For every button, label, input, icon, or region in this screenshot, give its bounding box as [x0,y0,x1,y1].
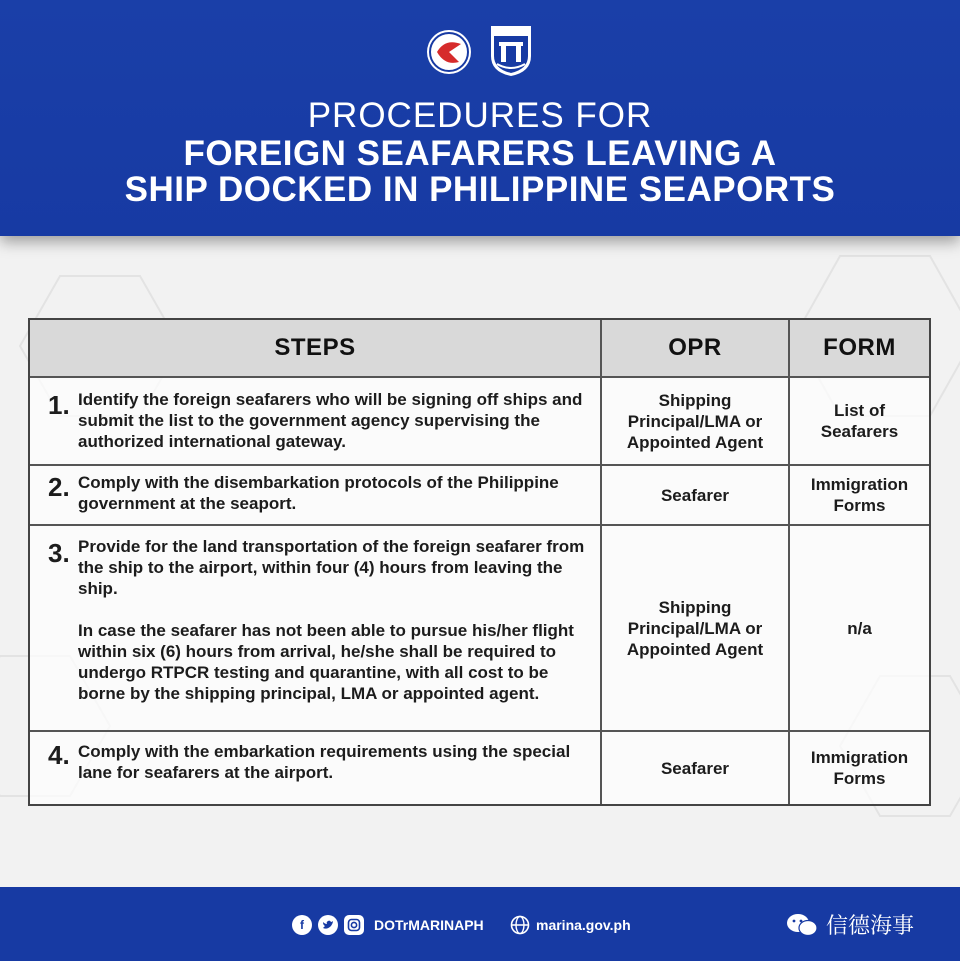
website-text[interactable]: marina.gov.ph [536,917,631,933]
step-cell [30,732,602,804]
procedures-table [28,318,931,806]
header-steps: STEPS [30,320,602,376]
header-opr: OPR [602,320,790,376]
step-text [78,536,598,704]
step-cell [30,466,602,524]
logo-group [0,22,960,82]
twitter-icon[interactable] [318,915,338,935]
table-row [30,526,929,732]
table-row [30,466,929,526]
step-number: 2. [48,472,70,502]
step-text [78,741,598,783]
step-paragraph: Identify the foreign seafarers who will be signing off ships and submit the list to the government agency supervising the authorized international gateway. [78,390,583,451]
social-links [292,915,484,935]
table-header-row [30,320,929,378]
facebook-icon[interactable]: f [292,915,312,935]
opr-cell: Seafarer [602,466,790,524]
website-link[interactable] [510,915,631,935]
marina-logo [487,22,535,78]
opr-cell: Shipping Principal/LMA or Appointed Agent [602,378,790,464]
title-line-3: SHIP DOCKED IN PHILIPPINE SEAPORTS [124,170,836,209]
step-cell [30,526,602,730]
step-paragraph: Comply with the embarkation requirements using the special lane for seafarers at the airport. [78,742,571,782]
step-text [78,472,598,514]
wechat-icon [786,912,818,938]
opr-cell: Seafarer [602,732,790,804]
form-cell: Immigration Forms [810,475,909,515]
step-paragraph: Provide for the land transportation of the foreign seafarer from the ship to the airport, within four (4) hours from leaving the ship. [78,537,585,598]
header-banner [0,0,960,236]
title-line-2: FOREIGN SEAFARERS LEAVING A [183,134,777,173]
footer-bar [0,887,960,961]
header-form: FORM [823,334,896,361]
step-number: 3. [48,538,70,568]
step-cell [30,378,602,464]
watermark-text: 信德海事 [826,914,915,939]
step-paragraph: In case the seafarer has not been able to pursue his/her flight within six (6) hours from arrival, he/she shall be required to undergo RTPCR testing and quarantine, with all cost to be borne by the shipping principal, LMA or appointed agent. [78,621,574,703]
step-paragraph: Comply with the disembarkation protocols of the Philippine government at the seaport. [78,473,559,513]
form-cell: n/a [847,618,872,638]
step-number: 1. [48,390,70,420]
step-text [78,389,598,452]
opr-cell: Shipping Principal/LMA or Appointed Agent [602,526,790,730]
title-line-1: PROCEDURES FOR [307,96,653,135]
globe-icon [510,915,530,935]
instagram-icon[interactable] [344,915,364,935]
table-row [30,378,929,466]
table-row [30,732,929,804]
social-handle[interactable]: DOTrMARINAPH [374,917,484,933]
wechat-watermark [786,909,914,940]
dotr-seal-logo [425,22,473,78]
form-cell: List of Seafarers [820,401,899,441]
form-cell: Immigration Forms [810,748,909,788]
step-number: 4. [48,740,70,770]
